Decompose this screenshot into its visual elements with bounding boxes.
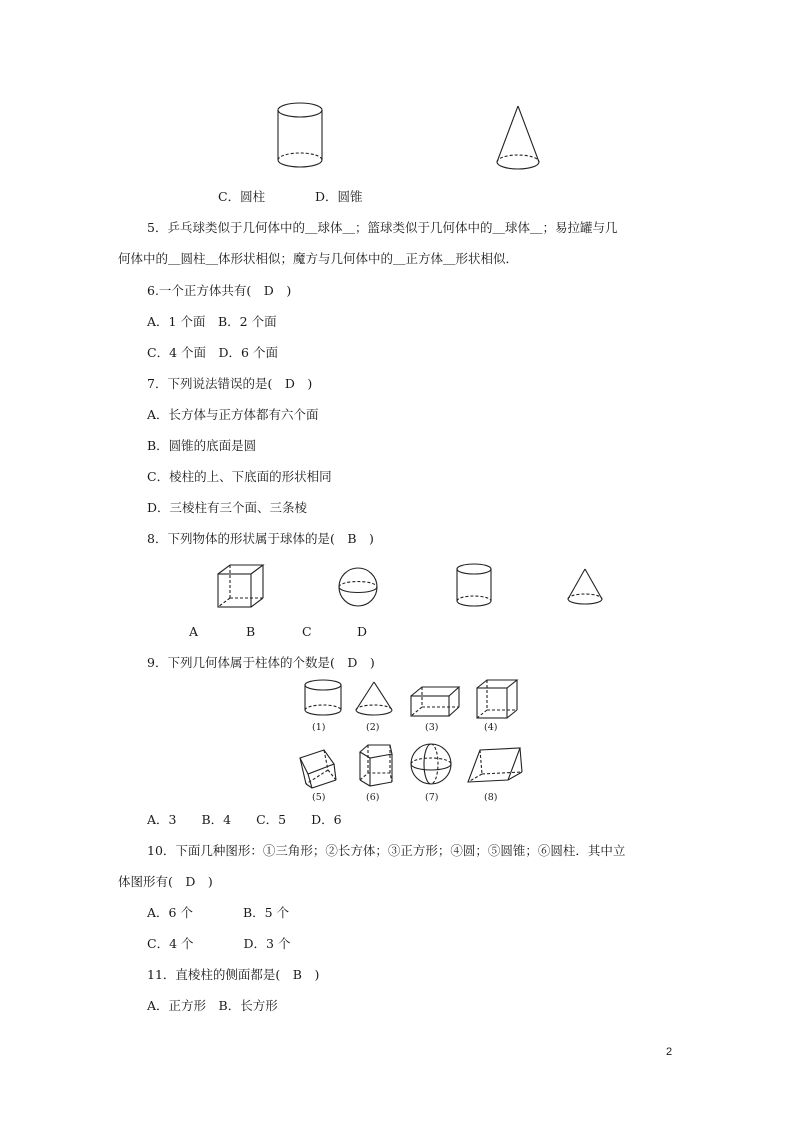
q7-option-b: B．圆锥的底面是圆 — [147, 438, 257, 453]
q9-label-6: (6) — [366, 792, 380, 803]
q5-line-1: 5．乒乓球类似于几何体中的＿球体＿；篮球类似于几何体中的＿球体＿；易拉罐与几 — [147, 220, 618, 235]
q8-label-d: D — [357, 624, 368, 639]
cube-figure-a — [215, 562, 267, 610]
q9-figure-4-cube — [474, 678, 520, 720]
q9-label-7: (7) — [425, 792, 439, 803]
q9-figure-7-sphere — [408, 741, 456, 789]
page-number: 2 — [666, 1046, 673, 1058]
sphere-figure-b — [336, 565, 382, 611]
q9-figure-1-cylinder — [300, 678, 346, 720]
q9-label-5: (5) — [312, 792, 326, 803]
q9-figure-8-triangular-prism — [464, 744, 526, 788]
q8-label-c: C — [302, 624, 312, 639]
q9-figure-3-cuboid — [408, 684, 462, 720]
q8-label-b: B — [246, 624, 256, 639]
q9-label-1: (1) — [312, 722, 326, 733]
q7-option-d: D．三棱柱有三个面、三条棱 — [147, 500, 308, 515]
q7-stem: 7．下列说法错误的是( D ) — [147, 376, 313, 391]
q11-options-ab: A．正方形 B．长方形 — [147, 998, 278, 1013]
q9-label-4: (4) — [484, 722, 498, 733]
q10-line-1: 10．下面几种图形：①三角形；②长方体；③正方形；④圆；⑤圆锥；⑥圆柱．其中立 — [147, 843, 626, 858]
q6-stem: 6.一个正方体共有( D ) — [147, 283, 292, 298]
q7-option-a: A．长方体与正方体都有六个面 — [147, 407, 319, 422]
q6-options-ab: A．1 个面 B．2 个面 — [147, 314, 277, 329]
q5-line-2: 何体中的＿圆柱＿体形状相似；魔方与几何体中的＿正方体＿形状相似． — [118, 251, 519, 266]
cone-figure-d-q8 — [564, 566, 608, 610]
q10-line-2: 体图形有( D ) — [118, 874, 213, 889]
q9-stem: 9．下列几何体属于柱体的个数是( D ) — [147, 655, 375, 670]
q6-options-cd: C．4 个面 D．6 个面 — [147, 345, 278, 360]
q9-label-8: (8) — [484, 792, 498, 803]
q9-options: A．3 B．4 C．5 D．6 — [147, 812, 342, 827]
q10-options-ab: A．6 个 B．5 个 — [147, 905, 290, 920]
q9-figure-5-prism — [296, 744, 346, 790]
q10-options-cd: C．4 个 D．3 个 — [147, 936, 291, 951]
q9-figure-2-cone — [352, 680, 398, 720]
q9-label-2: (2) — [366, 722, 380, 733]
q8-label-a: A — [189, 624, 199, 639]
q11-stem: 11．直棱柱的侧面都是( B ) — [147, 967, 320, 982]
cone-figure-d — [490, 100, 550, 180]
q4-option-d: D．圆锥 — [315, 189, 363, 204]
q4-option-c: C．圆柱 — [218, 189, 266, 204]
q9-figure-6-prism — [354, 742, 398, 790]
cylinder-figure-c — [270, 98, 330, 178]
q8-stem: 8．下列物体的形状属于球体的是( B ) — [147, 531, 374, 546]
cylinder-figure-c-q8 — [452, 560, 496, 612]
q7-option-c: C．棱柱的上、下底面的形状相同 — [147, 469, 332, 484]
q9-label-3: (3) — [425, 722, 439, 733]
